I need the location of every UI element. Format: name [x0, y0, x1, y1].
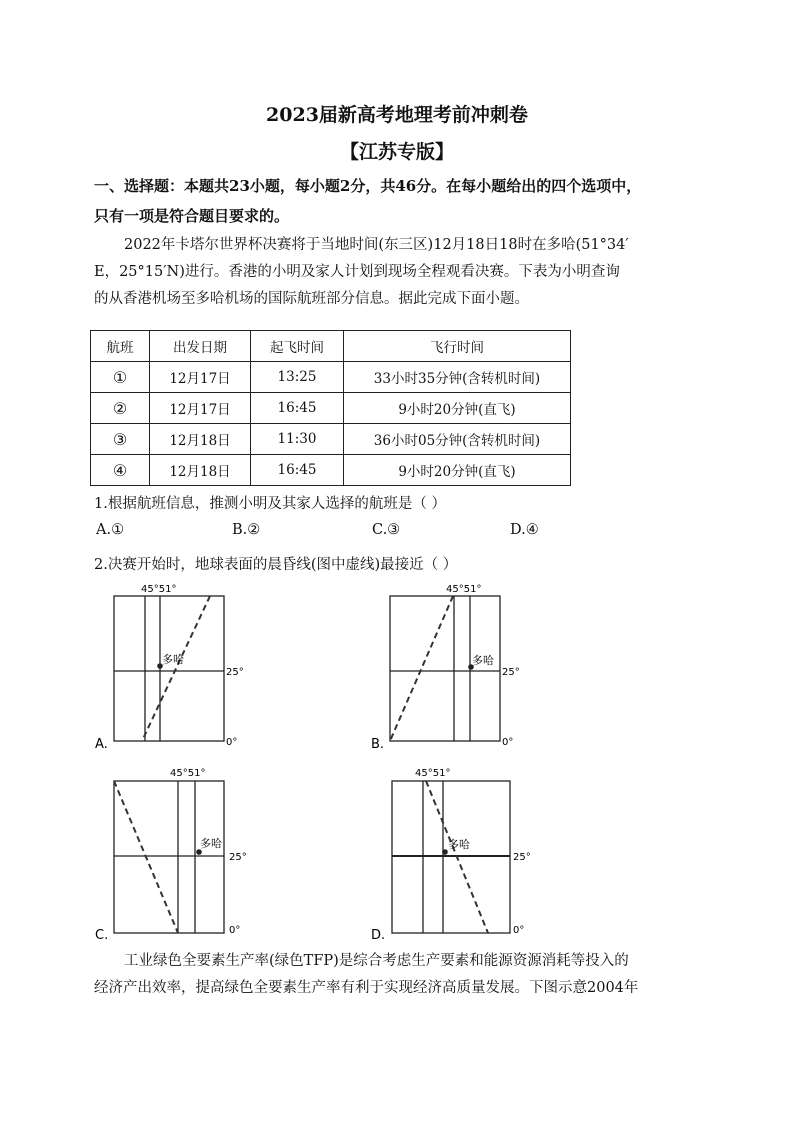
lat-label: 25°	[513, 852, 531, 863]
city-label: 多哈	[472, 654, 494, 667]
table-row	[91, 393, 571, 424]
equator-label: 0°	[229, 925, 241, 936]
table-cell: 13:25	[251, 362, 344, 393]
question-1: 1.根据航班信息，推测小明及其家人选择的航班是（ ）	[94, 496, 446, 512]
table-header: 出发日期	[150, 331, 251, 362]
table-cell: 9小时20分钟(直飞)	[344, 455, 571, 486]
city-label: 多哈	[448, 838, 470, 851]
intro-paragraph	[94, 232, 706, 313]
table-cell: 16:45	[251, 455, 344, 486]
top-label: 45°51°	[415, 768, 451, 779]
city-label: 多哈	[200, 837, 222, 850]
passage-2-line2: 经济产出效率，提高绿色全要素生产率有利于实现经济高质量发展。下图示意2004年	[94, 980, 639, 996]
table-cell: ①	[91, 362, 150, 393]
passage-2	[94, 948, 706, 1002]
table-row	[91, 424, 571, 455]
intro-line3: 的从香港机场至多哈机场的国际航班部分信息。据此完成下面小题。	[94, 291, 529, 307]
table-row	[91, 455, 571, 486]
table-cell: 11:30	[251, 424, 344, 455]
table-header-row	[91, 331, 571, 362]
table-cell: 12月17日	[150, 362, 251, 393]
option-label: B.	[371, 737, 385, 752]
q1-option-c[interactable]: C.③	[372, 522, 401, 538]
table-cell: 12月17日	[150, 393, 251, 424]
table-header: 航班	[91, 331, 150, 362]
lat-label: 25°	[229, 852, 247, 863]
section-heading-line2: 只有一项是符合题目要求的。	[94, 207, 290, 225]
table-cell: 36小时05分钟(含转机时间)	[344, 424, 571, 455]
table-cell: ③	[91, 424, 150, 455]
diagram-option-b[interactable]	[368, 582, 538, 756]
option-label: C.	[95, 928, 109, 943]
passage-2-line1: 工业绿色全要素生产率(绿色TFP)是综合考虑生产要素和能源资源消耗等投入的	[124, 953, 629, 969]
equator-label: 0°	[226, 737, 238, 748]
table-cell: 9小时20分钟(直飞)	[344, 393, 571, 424]
q1-option-b[interactable]: B.②	[232, 522, 261, 538]
section-heading-line1: 一、选择题：本题共23小题，每小题2分，共46分。在每小题给出的四个选项中，	[94, 177, 642, 195]
intro-line1: 2022年卡塔尔世界杯决赛将于当地时间(东三区)12月18日18时在多哈(51°34′	[124, 237, 629, 253]
table-header: 起飞时间	[251, 331, 344, 362]
option-label: D.	[371, 928, 386, 943]
diagram-option-d[interactable]	[368, 763, 548, 947]
page-title: 2023届新高考地理考前冲刺卷	[266, 104, 528, 126]
intro-line2: E，25°15′N)进行。香港的小明及家人计划到现场全程观看决赛。下表为小明查询	[94, 264, 620, 280]
equator-label: 0°	[513, 925, 525, 936]
table-cell: 12月18日	[150, 455, 251, 486]
lat-label: 25°	[502, 667, 520, 678]
table-cell: ②	[91, 393, 150, 424]
top-label: 45°51°	[141, 584, 177, 595]
city-label: 多哈	[162, 653, 184, 666]
option-label: A.	[95, 737, 108, 752]
table-row	[91, 362, 571, 393]
table-cell: 33小时35分钟(含转机时间)	[344, 362, 571, 393]
page-subtitle: 【江苏专版】	[339, 141, 454, 163]
diagram-option-a[interactable]	[92, 582, 252, 756]
lat-label: 25°	[226, 667, 244, 678]
table-cell: ④	[91, 455, 150, 486]
top-label: 45°51°	[170, 768, 206, 779]
top-label: 45°51°	[446, 584, 482, 595]
table-header: 飞行时间	[344, 331, 571, 362]
question-2: 2.决赛开始时，地球表面的晨昏线(图中虚线)最接近（ ）	[94, 557, 458, 573]
flight-table	[90, 330, 571, 486]
table-cell: 12月18日	[150, 424, 251, 455]
q1-option-a[interactable]: A.①	[96, 522, 125, 538]
table-cell: 16:45	[251, 393, 344, 424]
equator-label: 0°	[502, 737, 514, 748]
q1-option-d[interactable]: D.④	[510, 522, 539, 538]
diagram-option-c[interactable]	[92, 763, 262, 947]
